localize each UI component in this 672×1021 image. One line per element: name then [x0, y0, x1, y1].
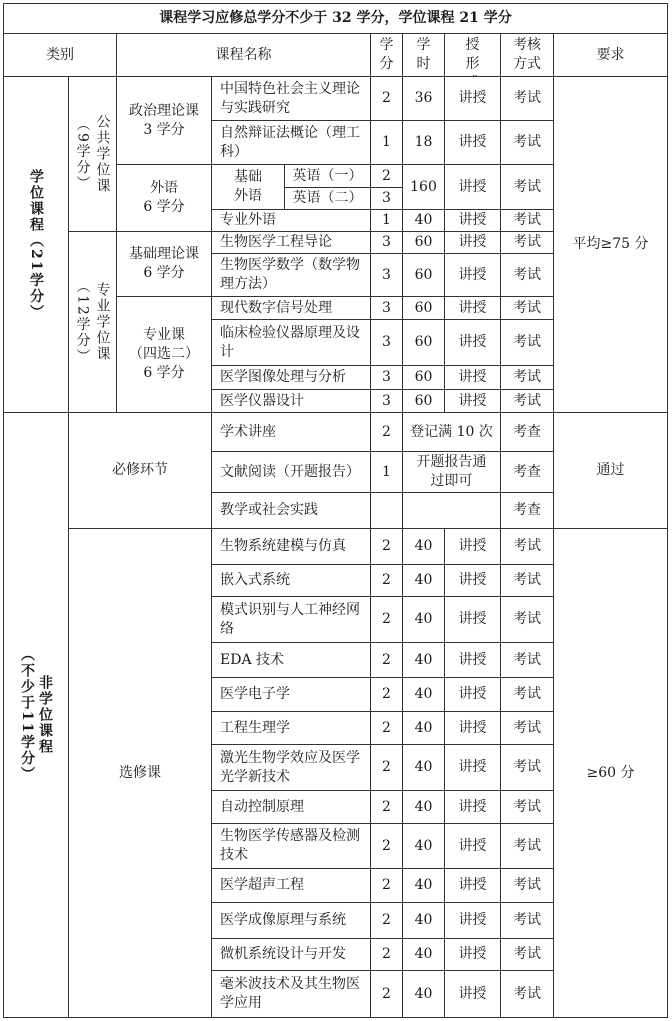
public-degree-text: 公共学位课	[94, 114, 111, 194]
course-teaching: 讲授	[444, 902, 501, 939]
course-hours: 18	[402, 120, 445, 165]
major-degree-label	[68, 231, 117, 413]
course-credits: 2	[370, 711, 403, 745]
header-category: 类别	[3, 33, 117, 77]
public-degree-credits: （9学分）	[74, 116, 91, 192]
course-hours-teaching	[402, 492, 501, 529]
course-hours: 40	[402, 823, 445, 869]
course-name: 生物医学传感器及检测技术	[211, 823, 371, 869]
foreign-group-credits: 6 学分	[143, 199, 185, 215]
course-credits: 2	[370, 970, 403, 1018]
course-teaching: 讲授	[444, 677, 501, 712]
course-name: 模式识别与人工神经网络	[211, 596, 371, 643]
course-hours: 60	[402, 389, 445, 413]
course-assessment: 考试	[500, 823, 554, 869]
specialty-group-credits: 6 学分	[143, 365, 185, 381]
course-teaching: 讲授	[444, 868, 501, 903]
english-assessment: 考试	[500, 164, 554, 210]
course-credits: 2	[370, 902, 403, 939]
specialty-group-label: 专业课	[143, 327, 185, 343]
course-teaching: 讲授	[444, 319, 501, 366]
course-credits: 2	[370, 677, 403, 712]
course-hours: 40	[402, 528, 445, 565]
course-credits: 1	[370, 451, 403, 493]
course-assessment: 考试	[500, 76, 554, 121]
course-name: 自然辩证法概论（理工科）	[211, 120, 371, 165]
course-credits: 1	[370, 120, 403, 165]
header-teaching: 授形	[444, 33, 501, 77]
basic-theory-group	[116, 231, 212, 297]
course-assessment: 考试	[500, 253, 554, 297]
course-name: 中国特色社会主义理论与实践研究	[211, 76, 371, 121]
course-hours: 40	[402, 744, 445, 791]
course-hours: 36	[402, 76, 445, 121]
foreign-group	[116, 164, 212, 232]
course-name: 英语（二）	[284, 187, 371, 210]
elective-requirement: ≥60 分	[553, 528, 668, 1018]
table-title: 课程学习应修总学分不少于 32 学分，学位课程 21 学分	[3, 3, 668, 34]
course-hours-teaching: 开题报告通过即可	[402, 451, 501, 493]
header-credits: 学分	[370, 33, 403, 77]
elective-section-label: 选修课	[68, 528, 212, 1018]
course-name: EDA 技术	[211, 642, 371, 678]
header-assessment: 考核方式	[500, 33, 554, 77]
english-hours: 160	[402, 164, 445, 210]
course-name: 医学电子学	[211, 677, 371, 712]
course-name: 微机系统设计与开发	[211, 938, 371, 971]
course-teaching: 讲授	[444, 120, 501, 165]
course-hours: 60	[402, 231, 445, 254]
course-credits: 2	[370, 528, 403, 565]
course-credits: 2	[370, 164, 403, 188]
course-teaching: 讲授	[444, 528, 501, 565]
english-teaching: 讲授	[444, 164, 501, 210]
course-name: 医学超声工程	[211, 868, 371, 903]
basic-foreign-label-2: 外语	[234, 188, 262, 204]
major-degree-text: 专业学位课	[94, 282, 111, 362]
course-credits: 2	[370, 596, 403, 643]
course-assessment: 考试	[500, 642, 554, 678]
course-name: 生物系统建模与仿真	[211, 528, 371, 565]
course-assessment: 考试	[500, 938, 554, 971]
course-name: 文献阅读（开题报告）	[211, 451, 371, 493]
course-hours: 40	[402, 938, 445, 971]
course-credits: 1	[370, 209, 403, 232]
course-credits: 3	[370, 187, 403, 210]
course-assessment: 考试	[500, 744, 554, 791]
course-teaching: 讲授	[444, 389, 501, 413]
course-credits: 3	[370, 231, 403, 254]
course-credits: 3	[370, 253, 403, 297]
course-hours: 60	[402, 296, 445, 320]
nondegree-sublabel: （不少于11学分）	[19, 647, 35, 783]
politics-group-label: 政治理论课	[129, 102, 199, 119]
course-credits: 2	[370, 76, 403, 121]
course-name: 医学仪器设计	[211, 389, 371, 413]
course-hours: 40	[402, 790, 445, 824]
course-name: 毫米波技术及其生物医学应用	[211, 970, 371, 1018]
course-credits: 2	[370, 823, 403, 869]
course-teaching: 讲授	[444, 365, 501, 390]
course-teaching: 讲授	[444, 564, 501, 597]
course-credits: 3	[370, 319, 403, 366]
course-teaching: 讲授	[444, 744, 501, 791]
basic-foreign-label	[211, 164, 285, 210]
course-hours: 40	[402, 209, 445, 232]
specialty-group	[116, 296, 212, 413]
header-requirement: 要求	[553, 33, 668, 77]
course-teaching: 讲授	[444, 790, 501, 824]
course-teaching: 讲授	[444, 970, 501, 1018]
course-assessment: 考试	[500, 120, 554, 165]
header-course-name: 课程名称	[116, 33, 371, 77]
course-hours: 40	[402, 642, 445, 678]
course-teaching: 讲授	[444, 596, 501, 643]
course-name: 学术讲座	[211, 412, 371, 452]
course-name: 嵌入式系统	[211, 564, 371, 597]
course-hours-teaching: 登记满 10 次	[402, 412, 501, 452]
course-name: 临床检验仪器原理及设计	[211, 319, 371, 366]
course-assessment: 考试	[500, 528, 554, 565]
course-teaching: 讲授	[444, 209, 501, 232]
course-hours: 60	[402, 319, 445, 366]
course-credits	[370, 492, 403, 529]
course-credits: 3	[370, 365, 403, 390]
course-assessment: 考试	[500, 389, 554, 413]
degree-category-label	[3, 76, 69, 413]
course-credits: 3	[370, 389, 403, 413]
major-degree-credits: （12学分）	[74, 279, 91, 365]
course-name: 现代数字信号处理	[211, 296, 371, 320]
header-hours: 学时	[402, 33, 445, 77]
basic-theory-credits: 6 学分	[143, 265, 185, 281]
course-assessment: 考试	[500, 902, 554, 939]
course-teaching: 讲授	[444, 711, 501, 745]
course-hours: 60	[402, 253, 445, 297]
course-name: 自动控制原理	[211, 790, 371, 824]
course-name: 生物医学数学（数学物理方法）	[211, 253, 371, 297]
course-credits: 3	[370, 296, 403, 320]
course-assessment: 考试	[500, 790, 554, 824]
course-hours: 40	[402, 711, 445, 745]
course-credits: 2	[370, 744, 403, 791]
course-hours: 60	[402, 365, 445, 390]
course-assessment: 考试	[500, 596, 554, 643]
course-teaching: 讲授	[444, 938, 501, 971]
required-section-label: 必修环节	[68, 412, 212, 529]
course-assessment: 考查	[500, 412, 554, 452]
nondegree-category-label	[3, 412, 69, 1018]
course-credits: 2	[370, 642, 403, 678]
course-assessment: 考试	[500, 970, 554, 1018]
course-credits: 2	[370, 938, 403, 971]
course-assessment: 考试	[500, 564, 554, 597]
course-assessment: 考试	[500, 677, 554, 712]
course-teaching: 讲授	[444, 76, 501, 121]
course-name: 激光生物学效应及医学光学新技术	[211, 744, 371, 791]
course-teaching: 讲授	[444, 823, 501, 869]
course-name: 教学或社会实践	[211, 492, 371, 529]
course-hours: 40	[402, 677, 445, 712]
foreign-group-label: 外语	[149, 180, 178, 196]
specialty-group-choose: （四选二）	[129, 346, 199, 362]
course-teaching: 讲授	[444, 231, 501, 254]
course-hours: 40	[402, 970, 445, 1018]
course-hours: 40	[402, 902, 445, 939]
course-assessment: 考查	[500, 492, 554, 529]
course-assessment: 考试	[500, 711, 554, 745]
course-credits: 2	[370, 412, 403, 452]
degree-category-text: 学位课程（21学分）	[28, 168, 44, 321]
course-hours: 40	[402, 564, 445, 597]
required-requirement: 通过	[553, 412, 668, 529]
course-assessment: 考试	[500, 868, 554, 903]
course-name: 医学成像原理与系统	[211, 902, 371, 939]
degree-requirement: 平均≥75 分	[553, 76, 668, 413]
course-name: 工程生理学	[211, 711, 371, 745]
course-credits: 2	[370, 868, 403, 903]
course-teaching: 讲授	[444, 296, 501, 320]
course-assessment: 考试	[500, 231, 554, 254]
course-name: 医学图像处理与分析	[211, 365, 371, 390]
course-name: 生物医学工程导论	[211, 231, 371, 254]
course-assessment: 考试	[500, 319, 554, 366]
course-assessment: 考试	[500, 365, 554, 390]
course-assessment: 考查	[500, 451, 554, 493]
course-credits: 2	[370, 564, 403, 597]
basic-foreign-label-1: 基础	[234, 169, 262, 185]
course-teaching: 讲授	[444, 253, 501, 297]
course-credits: 2	[370, 790, 403, 824]
nondegree-label-text: 非学位课程	[37, 675, 53, 755]
course-name: 英语（一）	[284, 164, 371, 188]
course-name: 专业外语	[211, 209, 371, 232]
public-degree-label	[68, 76, 117, 232]
politics-group-credits: 3 学分	[143, 121, 185, 138]
basic-theory-label: 基础理论课	[129, 246, 199, 262]
course-hours: 40	[402, 868, 445, 903]
course-teaching: 讲授	[444, 642, 501, 678]
course-hours: 40	[402, 596, 445, 643]
course-assessment: 考试	[500, 209, 554, 232]
course-assessment: 考试	[500, 296, 554, 320]
politics-group	[116, 76, 212, 165]
